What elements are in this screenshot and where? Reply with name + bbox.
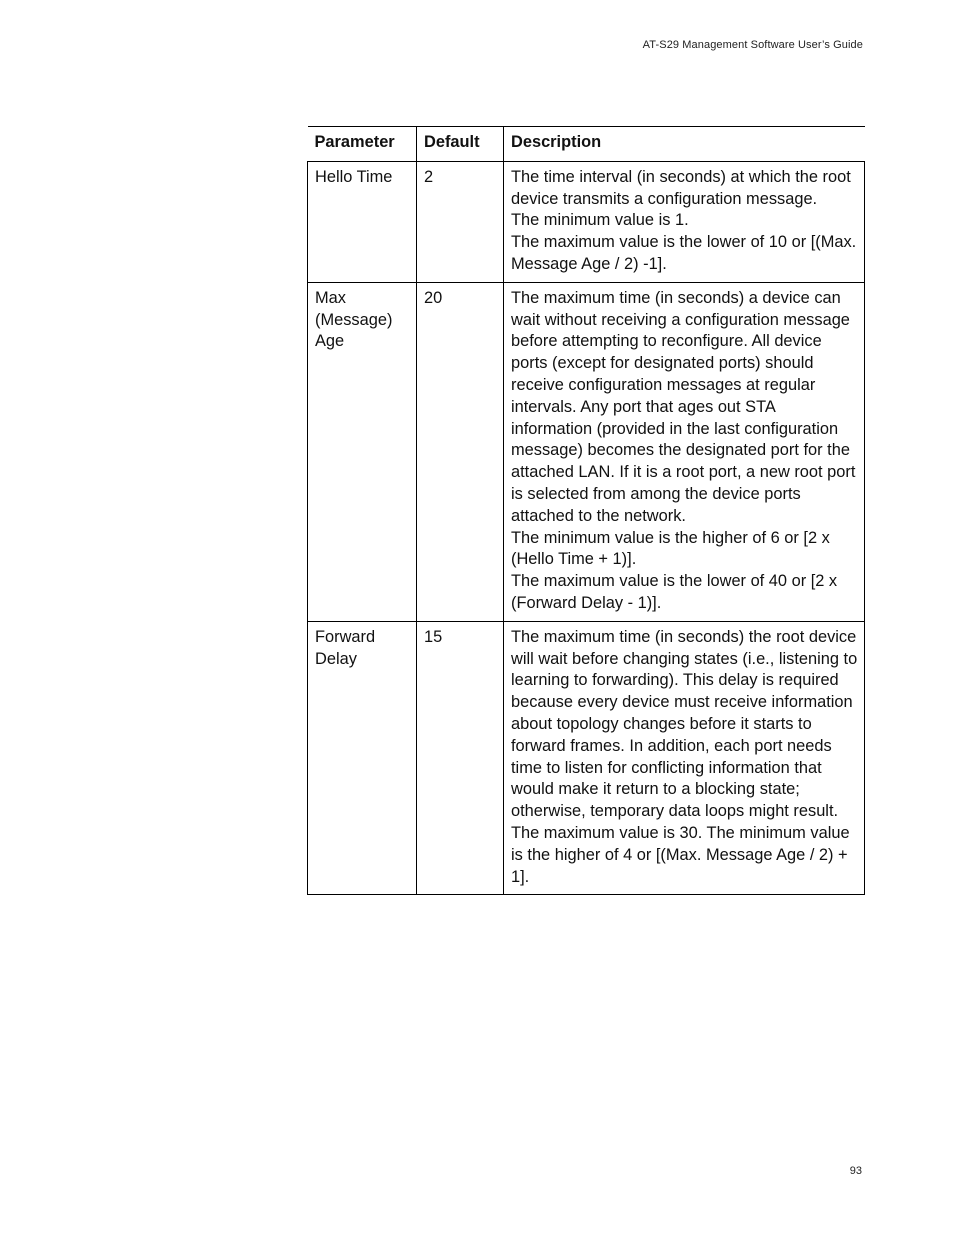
table-row <box>308 282 865 621</box>
description-cell <box>504 621 865 895</box>
description-paragraph: The maximum time (in seconds) the root device will wait before changing states (i.e., listening to learning to forwarding). This delay is required because every device must receive information about topology changes before it starts to forward frames. In addition, each port needs time to listen for conflicting information that would make it return to a blocking state; otherwise, temporary data loops might result. <box>511 627 858 821</box>
description-paragraph: The minimum value is the higher of 6 or [2 x (Hello Time + 1)]. <box>511 528 830 569</box>
description-paragraph: The minimum value is 1. <box>511 211 689 230</box>
description-paragraph: The time interval (in seconds) at which the root device transmits a configuration message. <box>511 167 851 208</box>
description-cell <box>504 161 865 282</box>
running-header: AT-S29 Management Software User’s Guide <box>642 39 863 51</box>
column-header-parameter: Parameter <box>308 127 417 162</box>
description-paragraph: The maximum value is the lower of 40 or [2 x (Forward Delay - 1)]. <box>511 572 838 612</box>
table-header-row <box>308 127 865 162</box>
description-cell <box>504 282 865 621</box>
table-row <box>308 161 865 282</box>
column-header-default: Default <box>417 127 504 162</box>
page-number: 93 <box>849 1165 862 1177</box>
default-cell: 15 <box>417 621 504 895</box>
column-header-description: Description <box>504 127 865 162</box>
parameter-cell: Forward Delay <box>308 621 417 895</box>
default-cell: 2 <box>417 161 504 282</box>
table-row <box>308 621 865 895</box>
parameter-table <box>307 126 865 895</box>
description-paragraph: The maximum time (in seconds) a device can wait without receiving a configuration message before attempting to reconfigure. All device ports (except for designated ports) should receive configuration messages at regular intervals. Any port that ages out STA information (provided in the last configuration message) becomes the designated port for the attached LAN. If it is a root port, a new root port is selected from among the device ports attached to the network. <box>511 288 856 525</box>
parameter-cell: Hello Time <box>308 161 417 282</box>
description-paragraph: The maximum value is 30. The minimum value is the higher of 4 or [(Max. Message Age / 2) + 1]. <box>511 823 850 886</box>
description-paragraph: The maximum value is the lower of 10 or [(Max. Message Age / 2) -1]. <box>511 233 857 273</box>
default-cell: 20 <box>417 282 504 621</box>
parameter-cell: Max (Message) Age <box>308 282 417 621</box>
